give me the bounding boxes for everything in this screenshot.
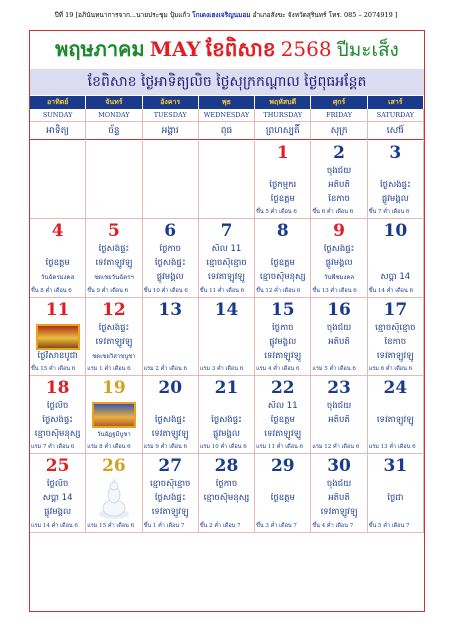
day-number: 7 — [220, 221, 233, 242]
day-number: 31 — [383, 456, 408, 477]
cell-note: សប្តា 14 — [42, 493, 73, 504]
weekday-khmer: ព្រហស្បតិ៍ — [255, 122, 311, 140]
day-number: 4 — [51, 221, 64, 242]
cell-note: ទេវតាឡូវឡូ — [151, 429, 189, 439]
day-cell — [30, 141, 86, 219]
weekday-thai: อังคาร — [143, 96, 199, 109]
day-number: 8 — [276, 221, 289, 242]
cell-note: ផ្លូវមង្គល — [269, 336, 297, 347]
cell-note: ថ្ងៃឧត្តម — [270, 415, 295, 425]
cell-note: ទេវតាឡូវឡូ — [264, 350, 302, 361]
header-text-1: [อภินันทนาการจาก...นายประชุม ปุ้มแก้ว — [75, 11, 191, 19]
day-cell — [368, 454, 424, 532]
lunar-date: ขึ้น 6 ค่ำ เดือน 6 — [312, 209, 354, 216]
day-number: 18 — [45, 378, 70, 398]
cell-note: អតិបតី — [328, 180, 350, 190]
day-cell — [199, 376, 255, 454]
cell-note: ថ្ងៃកាច — [271, 322, 294, 333]
day-cell — [143, 141, 199, 219]
lunar-date: แรม 7 ค่ำ เดือน 6 — [31, 444, 75, 451]
weekday-thai: พุธ — [199, 96, 255, 109]
cell-note: ថ្ងៃកម្មករ — [269, 180, 297, 190]
cell-note: ថ្ងៃសង់ផ្ទះ — [154, 258, 186, 269]
day-cell — [255, 376, 311, 454]
day-number: 21 — [214, 378, 239, 398]
cell-note: ទេវតាឡូវឡូ — [320, 507, 358, 518]
day-number: 26 — [102, 456, 126, 477]
day-cell — [255, 141, 311, 219]
day-number: 11 — [45, 299, 70, 320]
day-cell — [86, 141, 142, 219]
lunar-date: ขึ้น 7 ค่ำ เดือน 6 — [368, 209, 410, 216]
day-number: 1 — [276, 143, 289, 163]
weekday-header-khmer — [30, 122, 424, 140]
header-shop: โกเดงเฮงเจริญนมอม — [192, 11, 251, 19]
cell-note: ថ្ងៃសង់ផ្ទះ — [211, 415, 242, 425]
cell-note: ផ្លូវមង្គល — [44, 507, 72, 518]
day-number: 25 — [45, 456, 70, 477]
day-number: 16 — [327, 299, 351, 320]
lunar-date: ขึ้น 5 ค่ำ เดือน 6 — [256, 209, 297, 216]
cell-note: ផ្លូវមង្គល — [381, 194, 409, 204]
calendar-grid — [30, 141, 424, 611]
thai-year: ปีมะเส็ง — [336, 39, 399, 61]
lunar-date: แรม 8 ค่ำ เดือน 6 — [87, 444, 131, 451]
cell-note: អតិបតី — [328, 493, 350, 504]
weekday-khmer: ពុធ — [199, 122, 255, 140]
weekday-khmer: ច័ន្ទ — [86, 122, 142, 140]
day-number: 29 — [270, 456, 295, 477]
day-cell — [311, 219, 367, 297]
lunar-date: ขึ้น 3 ค่ำ เดือน 7 — [256, 522, 297, 529]
cell-note: ខ្មោចស៊ីមនុស្ស — [259, 272, 306, 283]
cell-note: ទេវតាឡូវឡូ — [208, 272, 245, 283]
cell-note: ខ្មោចស៊ីខ្មោច — [375, 322, 416, 333]
day-cell — [30, 454, 86, 532]
cell-note: ទេវតាឡូវឡូ — [95, 336, 133, 347]
day-cell — [199, 141, 255, 219]
weekday-header-english — [30, 109, 424, 122]
cell-note: ថ្ងៃកាច — [215, 479, 238, 490]
thai-month: พฤษภาคม — [55, 37, 145, 61]
day-number: 24 — [383, 378, 408, 398]
day-cell — [255, 219, 311, 297]
cell-note: ទេវតាឡូវឡូ — [95, 258, 133, 269]
weekday-thai: จันทร์ — [86, 96, 142, 109]
header-line — [20, 10, 432, 20]
header-prefix: ปีที่ 19 — [54, 11, 74, 19]
day-cell — [311, 298, 367, 376]
cell-note: អតិបតី — [328, 415, 350, 425]
cell-note: ថ្ងៃកាច — [159, 244, 181, 255]
day-cell — [143, 454, 199, 532]
day-cell — [368, 141, 424, 219]
lunar-date: แรม 10 ค่ำ เดือน 6 — [199, 444, 247, 451]
lunar-date: ขึ้น 5 ค่ำ เดือน 7 — [368, 522, 410, 529]
day-number: 20 — [158, 378, 183, 398]
holiday-label: ชดเชยวันฉัตรฯ — [94, 274, 134, 282]
cell-note: សប្តា 14 — [380, 272, 411, 283]
weekday-thai: ศุกร์ — [311, 96, 367, 109]
lunar-date: แรม 6 ค่ำ เดือน 6 — [368, 366, 413, 372]
weekday-thai: พฤหัสบดี — [255, 96, 311, 109]
lunar-date: ขึ้น 13 ค่ำ เดือน 6 — [312, 287, 357, 294]
lunar-date: แรม 9 ค่ำ เดือน 6 — [143, 444, 187, 451]
day-number: 22 — [270, 378, 295, 398]
header-text-2: อำเภอสังขะ จังหวัดสุรินทร์ โทร. 085 – 2074919 ] — [252, 11, 398, 19]
lunar-date: แรม 12 ค่ำ เดือน 6 — [312, 444, 360, 451]
day-cell — [368, 376, 424, 454]
cell-note: ខ្មោចស៊ីមនុស្ស — [203, 493, 250, 504]
lunar-date: แรม 13 ค่ำ เดือน 6 — [368, 444, 416, 451]
day-cell — [311, 454, 367, 532]
cell-note: ទេវតាឡូវឡូ — [151, 507, 189, 518]
day-number: 27 — [158, 456, 183, 477]
lunar-date: ขึ้น 1 ค่ำ เดือน 7 — [143, 522, 185, 529]
weekday-english: SATURDAY — [368, 109, 424, 122]
weekday-khmer: សុក្រ — [311, 122, 367, 140]
day-cell — [199, 454, 255, 532]
weekday-khmer: អាទិត្យ — [30, 122, 86, 140]
day-number: 19 — [102, 378, 126, 398]
lunar-date: ขึ้น 2 ค่ำ เดือน 7 — [199, 522, 241, 529]
day-number: 3 — [389, 143, 402, 163]
cell-note: ថ្ងៃឧត្តម — [270, 194, 295, 204]
weekday-english: TUESDAY — [143, 109, 199, 122]
holiday-label: วันอัฏฐมีบูชา — [97, 431, 131, 438]
cell-note: ថ្ងៃឧត្តម — [45, 258, 70, 269]
lunar-date: ขึ้น 4 ค่ำ เดือน 7 — [312, 522, 354, 529]
day-cell — [30, 298, 86, 376]
day-cell — [86, 454, 142, 532]
buddha-image — [36, 324, 80, 350]
day-cell — [143, 298, 199, 376]
cell-note: ចុងជ័យ — [326, 322, 352, 333]
english-month: MAY — [149, 37, 201, 61]
cell-note: ខ្មោចស៊ីខ្មោច — [206, 258, 247, 269]
lunar-date: ขึ้น 14 ค่ำ เดือน 6 — [368, 287, 413, 294]
cell-note: ទេវតាឡូវឡូ — [376, 415, 414, 425]
day-cell — [86, 298, 142, 376]
weekday-khmer: អង្គារ — [143, 122, 199, 140]
lunar-date: ขึ้น 11 ค่ำ เดือน 6 — [199, 287, 245, 294]
cell-note: សីល 11 — [211, 244, 242, 255]
lunar-date: แรม 11 ค่ำ เดือน 6 — [256, 444, 304, 451]
day-number: 9 — [333, 221, 345, 242]
day-number: 17 — [383, 299, 408, 320]
weekday-thai: อาทิตย์ — [30, 96, 86, 109]
buddha-image — [92, 402, 136, 428]
cell-note: ចុងជ័យ — [326, 401, 352, 411]
lunar-date: แรม 3 ค่ำ เดือน 6 — [199, 366, 244, 372]
cell-note: ផ្លូវមង្គល — [325, 258, 353, 269]
holiday-label: วันฉัตรมงคล — [41, 274, 75, 282]
cell-note: ទេវតាឡូវឡូ — [376, 350, 414, 361]
day-cell — [86, 219, 142, 297]
day-cell — [30, 376, 86, 454]
cell-note: ថ្ងៃសង់ផ្ទះ — [379, 180, 411, 190]
cell-note: ថ្ងៃជា — [387, 493, 404, 504]
cell-note: ទេវតាឡូវឡូ — [264, 429, 302, 439]
lunar-date: แรม 2 ค่ำ เดือน 6 — [143, 366, 187, 372]
cell-note: ផ្លូវមង្គល — [156, 272, 184, 283]
day-cell — [368, 298, 424, 376]
calendar-title — [29, 30, 425, 68]
cell-note: សីល 11 — [267, 401, 298, 411]
weekday-thai: เสาร์ — [368, 96, 424, 109]
khmer-month: ខែពិសាខ — [205, 37, 276, 61]
buddha-statue-icon — [98, 478, 130, 520]
weekday-english: FRIDAY — [311, 109, 367, 122]
cell-note: ថ្ងៃសង់ផ្ទះ — [154, 493, 186, 504]
cell-note: ថ្ងៃសង់ផ្ទះ — [154, 415, 186, 425]
day-number: 12 — [102, 299, 126, 320]
cell-note: ចុងជ័យ — [326, 166, 352, 176]
cell-note: ថ្ងៃលិច — [46, 401, 69, 411]
subtitle: ខែពិសាខ ថ្ងៃអាទិត្យលិច ថ្ងៃសុក្រកណ្តាល ថ្ងៃពុធអន្តែត — [30, 69, 424, 95]
day-number: 5 — [108, 221, 120, 242]
day-cell — [143, 219, 199, 297]
cell-note: ថ្ងៃសង់ផ្ទះ — [323, 244, 355, 255]
cell-note: ខ្មោចស៊ីខ្មោច — [149, 479, 191, 490]
day-number: 23 — [327, 378, 351, 398]
day-number: 2 — [333, 143, 345, 163]
day-cell — [30, 219, 86, 297]
year: 2568 — [280, 37, 332, 61]
weekday-english: WEDNESDAY — [199, 109, 255, 122]
holiday-label: ชดเชยวิสาขบูชา — [92, 352, 136, 360]
cell-note: ថ្ងៃឧត្តម — [270, 493, 295, 504]
lunar-date: แรม 4 ค่ำ เดือน 6 — [256, 366, 300, 372]
cell-note: ថ្ងៃសង់ផ្ទះ — [42, 415, 73, 425]
lunar-date: ขึ้น 10 ค่ำ เดือน 6 — [143, 287, 188, 294]
cell-note: ផ្លូវមង្គល — [213, 429, 240, 439]
day-number: 30 — [327, 456, 351, 477]
weekday-english: SUNDAY — [30, 109, 86, 122]
cell-note: ថ្ងៃសង់ផ្ទះ — [98, 244, 130, 255]
day-cell — [368, 219, 424, 297]
day-cell — [199, 298, 255, 376]
cell-note: ខ្មោចស៊ីមនុស្ស — [34, 429, 81, 439]
cell-note: ខែកាច — [384, 336, 407, 347]
day-number: 13 — [158, 299, 183, 320]
lunar-date: แรม 5 ค่ำ เดือน 6 — [312, 366, 356, 372]
lunar-date: ขึ้น 15 ค่ำ เดือน 6 — [31, 366, 76, 372]
day-number: 10 — [383, 221, 408, 242]
lunar-date: ขึ้น 9 ค่ำ เดือน 6 — [87, 287, 129, 294]
day-number: 28 — [214, 456, 239, 477]
day-cell — [311, 376, 367, 454]
day-cell — [143, 376, 199, 454]
lunar-date: ขึ้น 12 ค่ำ เดือน 6 — [256, 287, 301, 294]
weekday-khmer: សៅរ៍ — [368, 122, 424, 140]
holiday-label: วันพืชมงคล — [324, 274, 355, 282]
day-cell — [255, 454, 311, 532]
lunar-date: แรม 14 ค่ำ เดือน 6 — [31, 522, 78, 529]
weekday-header-thai — [30, 96, 424, 109]
cell-note: ចុងជ័យ — [326, 479, 352, 490]
day-number: 14 — [214, 299, 239, 320]
cell-note: ខែកាច — [328, 194, 350, 204]
lunar-date: ขึ้น 8 ค่ำ เดือน 6 — [31, 287, 72, 294]
cell-note: ថ្ងៃសង់ផ្ទះ — [98, 322, 130, 333]
lunar-date: แรม 1 ค่ำ เดือน 6 — [87, 366, 131, 372]
day-number: 15 — [270, 299, 295, 320]
cell-note: ថ្ងៃវិសាខបូជា — [37, 350, 78, 361]
lunar-date: แรม 15 ค่ำ เดือน 6 — [87, 522, 135, 529]
day-cell — [255, 298, 311, 376]
day-cell — [86, 376, 142, 454]
cell-note: ថ្ងៃឧត្តម — [270, 258, 295, 269]
day-cell — [199, 219, 255, 297]
weekday-english: MONDAY — [86, 109, 142, 122]
weekday-english: THURSDAY — [255, 109, 311, 122]
cell-note: ថ្ងៃលិច — [46, 479, 69, 490]
day-number: 6 — [164, 221, 177, 242]
day-cell — [311, 141, 367, 219]
cell-note: អតិបតី — [328, 336, 350, 347]
